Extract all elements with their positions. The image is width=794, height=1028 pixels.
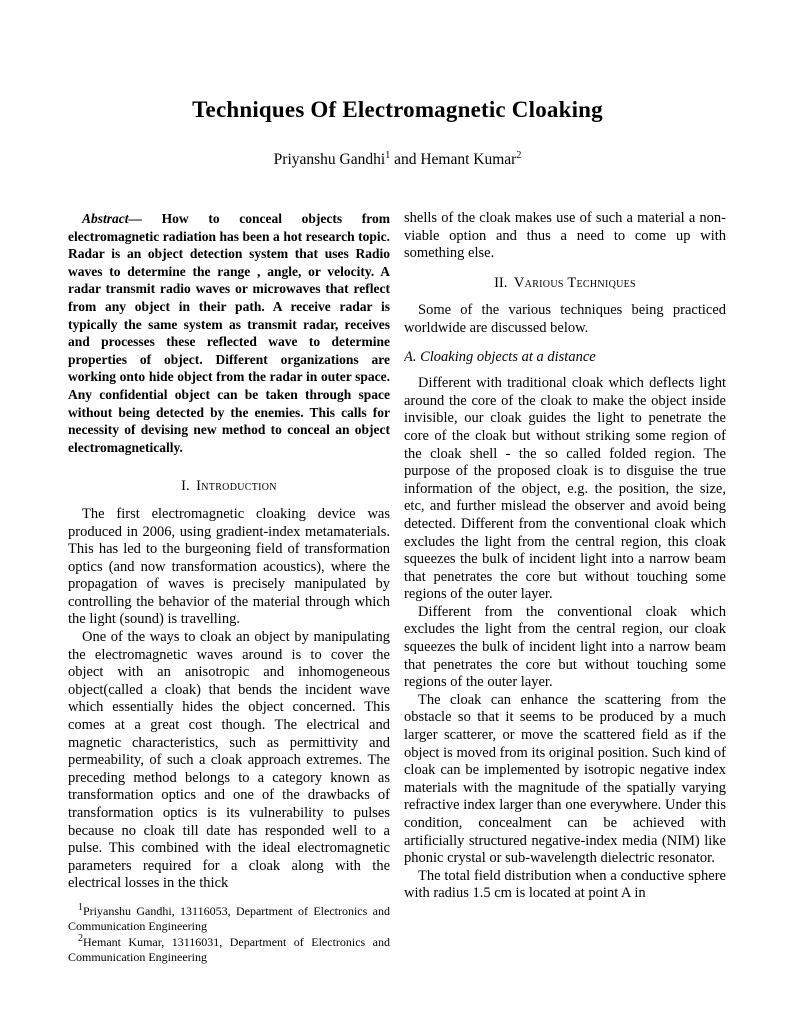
column-right (404, 210, 726, 966)
subsection-a-paragraph-2: Different from the conventional cloak which excludes the light from the central region, our cloak squeezes the bulk of incident light into a narrow beam that penetrates the core but without touching some regions of the outer layer. (404, 603, 726, 691)
column-left (68, 210, 390, 966)
subsection-a-paragraph-1: Different with traditional cloak which deflects light around the core of the cloak to make the object inside invisible, our cloak guides the light to penetrate the core of the cloak but without striking some region of the cloak shell - the so called folded region. The purpose of the proposed cloak is to disguise the true information of the object, e.g. the position, the size, etc, and further mislead the observer and avoid being detected. Different from the conventional cloak which excludes the light from the central region, this cloak squeezes the bulk of incident light into a narrow beam that penetrates the core but without touching some regions of the outer layer. (404, 375, 726, 603)
section-heading-various-techniques (404, 275, 726, 293)
authors-conjunction: and (394, 151, 417, 168)
section2-intro-paragraph: Some of the various techniques being practiced worldwide are discussed below. (404, 302, 726, 336)
introduction-paragraph-2-continuation: shells of the cloak makes use of such a material a non-viable option and thus a need to come up with something else. (404, 210, 726, 262)
two-column-body (68, 210, 727, 966)
abstract-label: Abstract— (82, 211, 143, 226)
subsection-a-paragraph-3: The cloak can enhance the scattering from the obstacle so that it seems to be produced by a much larger scatterer, or move the scattered field as if the object is moved from its original position. Such kind of cloak can be implemented by isotropic negative index materials with the magnitude of the spatially varying refractive index larger than one everywhere. Under this condition, concealment can be achieved with artificially structured negative-index media (NIM) like phonic crystal or sub-wavelength dielectric resonator. (404, 691, 726, 867)
section-number-1: I. (181, 478, 190, 495)
author-affiliation-mark-1: 1 (385, 149, 391, 161)
subsection-a-paragraph-4: The total field distribution when a conductive sphere with radius 1.5 cm is located at point A in (404, 867, 726, 902)
author-name-1: Priyanshu Gandhi (273, 151, 386, 168)
abstract-text: How to conceal objects from electromagnetic radiation has been a hot research topic. Radar is an object detection system that uses Radio waves to determine the range , angle, or velocity. A radar transmit radio waves or microwaves that reflect from any object in their path. A receive radar is typically the same system as transmit radar, receives and processes these reflected wave to determine properties of object. Different organizations are working onto hide object from the radar in outer space. Any confidential object can be taken through space without being detected by the enemies. This calls for necessity of devising new method to conceal an object electromagnetically. (68, 211, 390, 455)
section-number-2: II. (494, 274, 508, 291)
author-affiliation-mark-2: 2 (516, 149, 522, 161)
abstract-paragraph (68, 210, 390, 456)
section-heading-introduction (68, 478, 390, 496)
footnote-1-text: Priyanshu Gandhi, 13116053, Department of Electronics and Communication Engineering (68, 903, 390, 934)
introduction-paragraph-1: The first electromagnetic cloaking device was produced in 2006, using gradient-index metamaterials. This has led to the burgeoning field of transformation optics (and now transformation acoustics), where the propagation of waves is precisely manipulated by controlling the behavior of the material through which the light (sound) is travelling. (68, 505, 390, 628)
footnote-2 (68, 932, 390, 966)
subsection-a-heading: A. Cloaking objects at a distance (404, 348, 596, 365)
footnote-2-text: Hemant Kumar, 13116031, Department of Electronics and Communication Engineering (68, 934, 390, 965)
introduction-paragraph-2: One of the ways to cloak an object by manipulating the electromagnetic waves around is to cover the object with an anisotropic and inhomogeneous object(called a cloak) that bends the incident wave which essentially hides the object concerned. This comes at a great cost though. The electrical and magnetic characteristics, such as permittivity and permeability, of such a cloak approach extremes. The preceding method belongs to a category known as transformation optics and one of the drawbacks of transformation optics is its vulnerability to pulses because no cloak till date has responded well to a pulse. This combined with the ideal electromagnetic parameters required for a cloak along with the electrical losses in the thick (68, 629, 390, 892)
author-name-2: Hemant Kumar (420, 151, 517, 168)
footnote-1 (68, 901, 390, 935)
section-title-1: Introduction (196, 478, 277, 495)
footnotes-block (68, 898, 390, 966)
footnote-1-mark: 1 (78, 901, 83, 913)
section-title-2: Various Techniques (513, 274, 636, 291)
paper-title: Techniques Of Electromagnetic Cloaking (192, 97, 603, 122)
footnote-2-mark: 2 (78, 932, 83, 944)
authors-line (68, 150, 727, 170)
